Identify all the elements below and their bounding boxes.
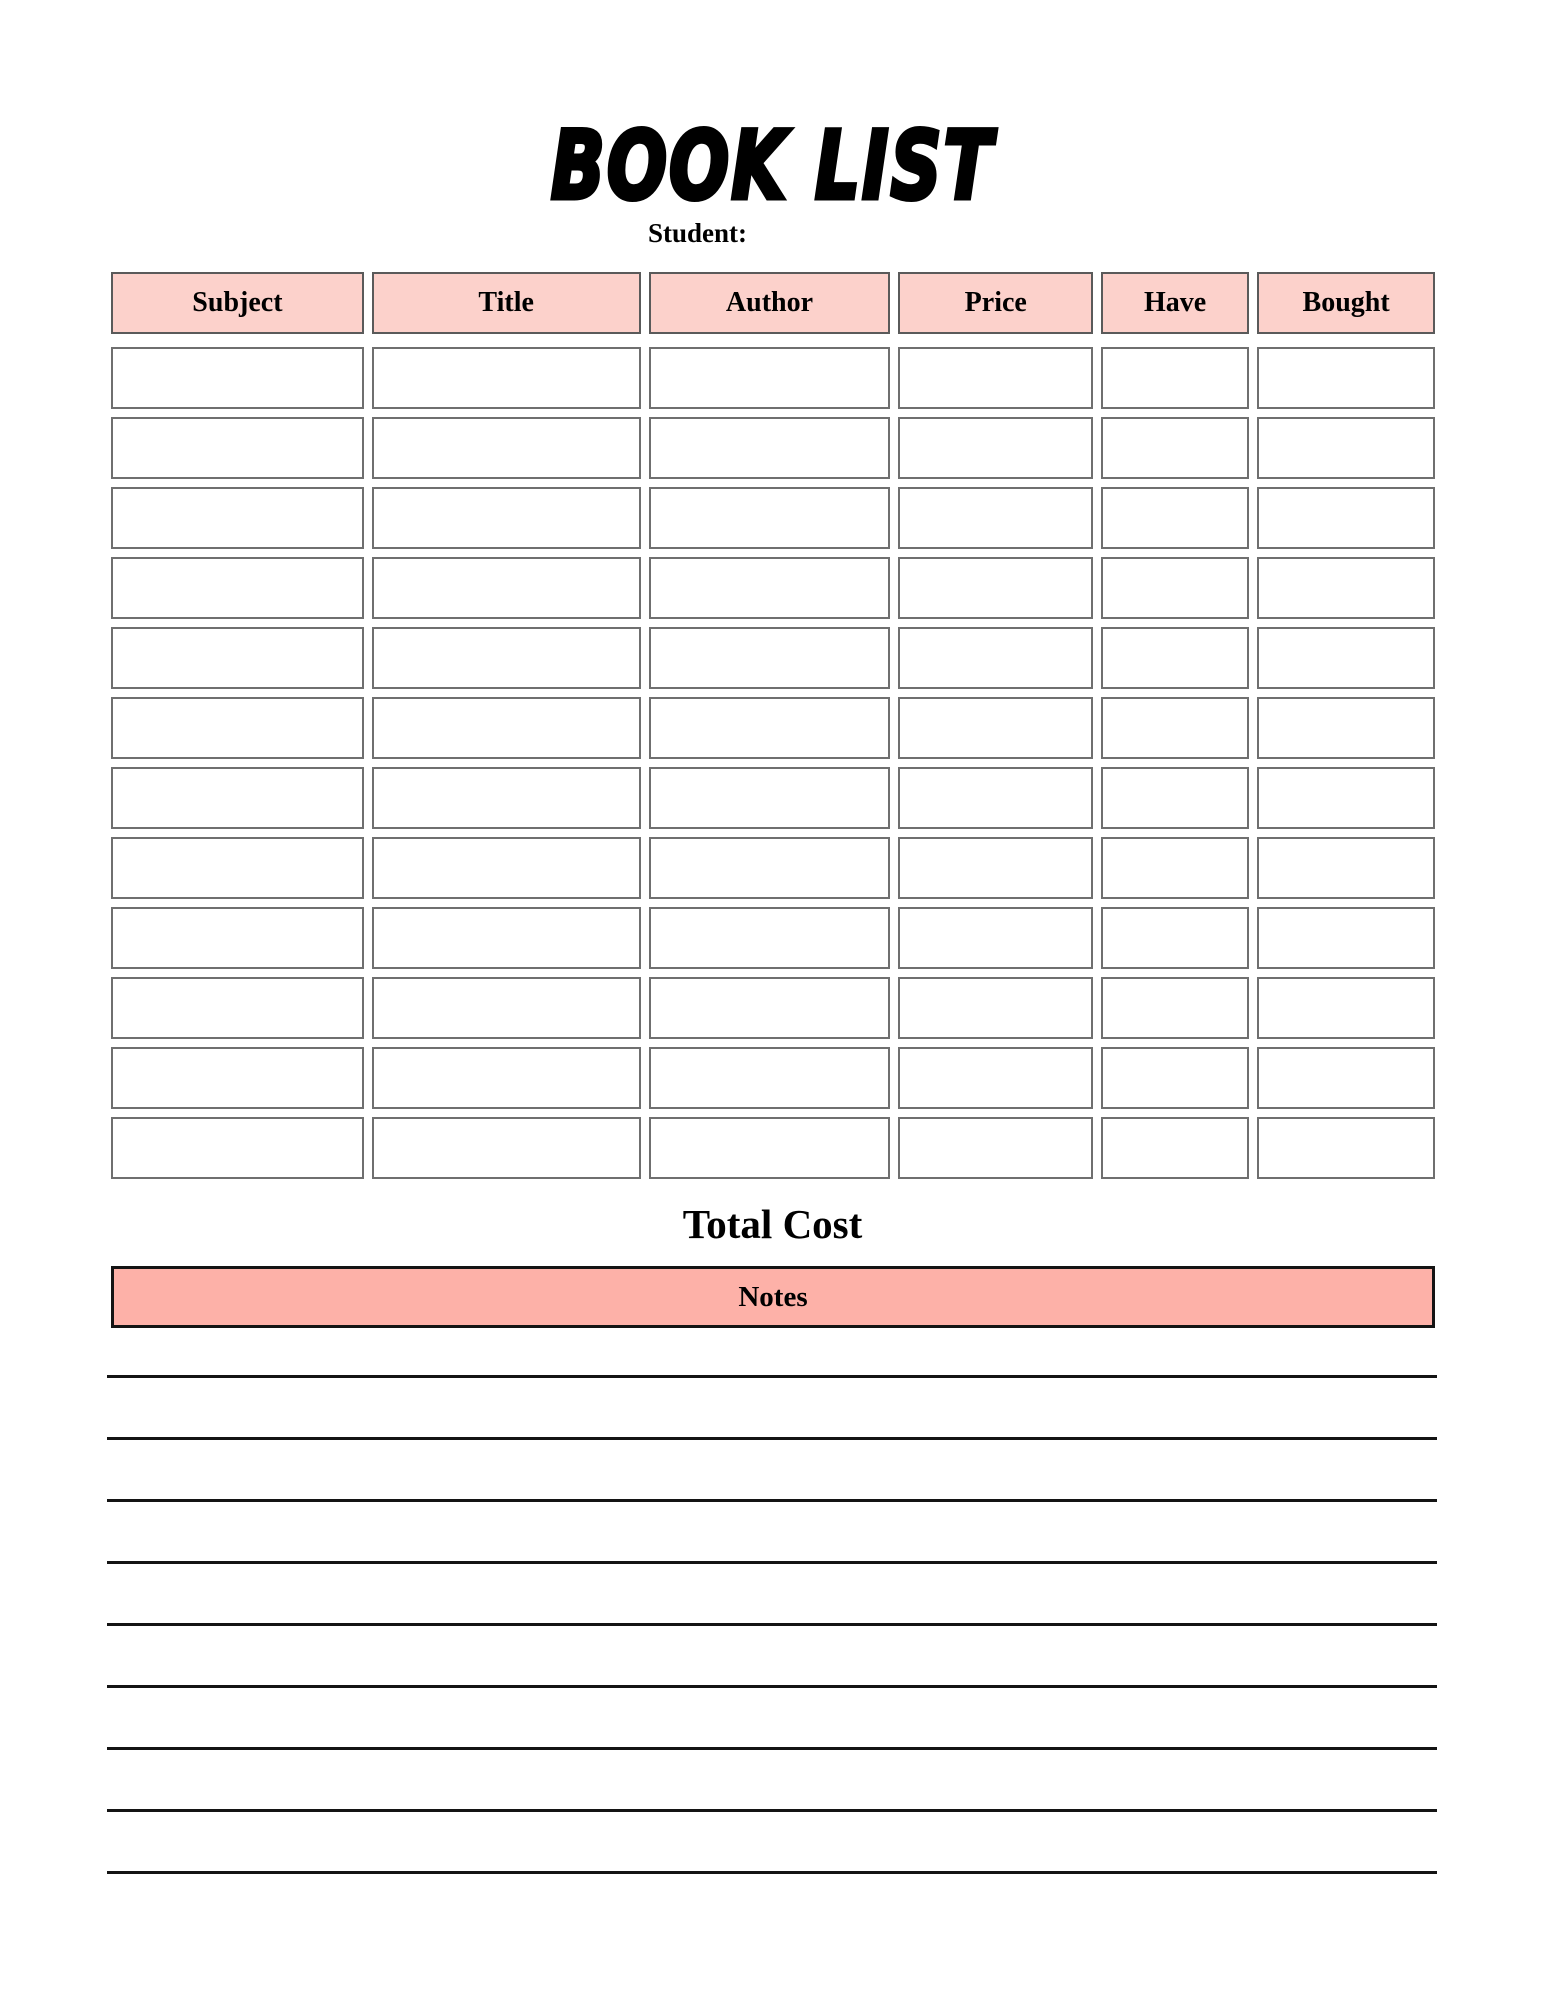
table-cell-title[interactable] — [372, 627, 641, 689]
table-cell-bought[interactable] — [1257, 697, 1435, 759]
table-cell-have[interactable] — [1101, 417, 1249, 479]
table-cell-price[interactable] — [898, 557, 1093, 619]
total-cost-heading: Total Cost — [682, 1201, 863, 1247]
table-cell-subject[interactable] — [111, 347, 364, 409]
table-cell-subject[interactable] — [111, 697, 364, 759]
table-cell-bought[interactable] — [1257, 977, 1435, 1039]
table-cell-have[interactable] — [1101, 697, 1249, 759]
table-cell-title[interactable] — [372, 487, 641, 549]
table-cell-subject[interactable] — [111, 1117, 364, 1179]
table-cell-price[interactable] — [898, 977, 1093, 1039]
table-cell-bought[interactable] — [1257, 347, 1435, 409]
column-header-have: Have — [1101, 272, 1249, 334]
column-header-subject: Subject — [111, 272, 364, 334]
table-cell-title[interactable] — [372, 977, 641, 1039]
table-cell-have[interactable] — [1101, 977, 1249, 1039]
table-cell-title[interactable] — [372, 697, 641, 759]
table-cell-title[interactable] — [372, 557, 641, 619]
page-title: BOOK LIST — [550, 112, 995, 221]
column-header-title: Title — [372, 272, 641, 334]
table-cell-subject[interactable] — [111, 1047, 364, 1109]
table-cell-author[interactable] — [649, 627, 891, 689]
note-line[interactable] — [107, 1747, 1437, 1750]
table-cell-author[interactable] — [649, 417, 891, 479]
note-line[interactable] — [107, 1623, 1437, 1626]
table-cell-author[interactable] — [649, 1047, 891, 1109]
table-cell-subject[interactable] — [111, 977, 364, 1039]
table-cell-have[interactable] — [1101, 1047, 1249, 1109]
table-cell-subject[interactable] — [111, 907, 364, 969]
note-line[interactable] — [107, 1375, 1437, 1378]
student-label: Student: — [647, 218, 748, 248]
table-cell-price[interactable] — [898, 1117, 1093, 1179]
table-cell-author[interactable] — [649, 557, 891, 619]
table-cell-bought[interactable] — [1257, 627, 1435, 689]
book-table-body — [111, 347, 1435, 1179]
table-cell-have[interactable] — [1101, 557, 1249, 619]
table-cell-bought[interactable] — [1257, 557, 1435, 619]
table-cell-price[interactable] — [898, 767, 1093, 829]
table-cell-title[interactable] — [372, 767, 641, 829]
table-cell-author[interactable] — [649, 1117, 891, 1179]
table-cell-subject[interactable] — [111, 767, 364, 829]
table-cell-price[interactable] — [898, 627, 1093, 689]
table-cell-have[interactable] — [1101, 487, 1249, 549]
table-cell-have[interactable] — [1101, 347, 1249, 409]
table-cell-title[interactable] — [372, 1117, 641, 1179]
table-cell-have[interactable] — [1101, 907, 1249, 969]
table-cell-have[interactable] — [1101, 837, 1249, 899]
table-cell-price[interactable] — [898, 487, 1093, 549]
table-cell-bought[interactable] — [1257, 417, 1435, 479]
table-cell-price[interactable] — [898, 907, 1093, 969]
table-cell-bought[interactable] — [1257, 1047, 1435, 1109]
table-cell-have[interactable] — [1101, 767, 1249, 829]
note-line[interactable] — [107, 1561, 1437, 1564]
table-cell-author[interactable] — [649, 907, 891, 969]
table-cell-bought[interactable] — [1257, 907, 1435, 969]
table-cell-title[interactable] — [372, 1047, 641, 1109]
table-cell-subject[interactable] — [111, 837, 364, 899]
column-header-author: Author — [649, 272, 891, 334]
table-cell-author[interactable] — [649, 837, 891, 899]
note-line[interactable] — [107, 1685, 1437, 1688]
column-header-bought: Bought — [1257, 272, 1435, 334]
table-cell-bought[interactable] — [1257, 767, 1435, 829]
table-cell-price[interactable] — [898, 417, 1093, 479]
note-line[interactable] — [107, 1809, 1437, 1812]
table-cell-title[interactable] — [372, 417, 641, 479]
table-cell-title[interactable] — [372, 837, 641, 899]
table-cell-subject[interactable] — [111, 557, 364, 619]
notes-header: Notes — [111, 1266, 1435, 1328]
table-header-row — [111, 272, 1435, 334]
table-cell-title[interactable] — [372, 347, 641, 409]
table-cell-price[interactable] — [898, 1047, 1093, 1109]
note-line[interactable] — [107, 1499, 1437, 1502]
table-cell-bought[interactable] — [1257, 1117, 1435, 1179]
table-cell-subject[interactable] — [111, 627, 364, 689]
table-cell-author[interactable] — [649, 697, 891, 759]
table-cell-author[interactable] — [649, 767, 891, 829]
notes-lines — [107, 1375, 1437, 1874]
table-cell-have[interactable] — [1101, 627, 1249, 689]
note-line[interactable] — [107, 1437, 1437, 1440]
table-cell-price[interactable] — [898, 347, 1093, 409]
column-header-price: Price — [898, 272, 1093, 334]
table-cell-price[interactable] — [898, 697, 1093, 759]
table-cell-price[interactable] — [898, 837, 1093, 899]
table-cell-author[interactable] — [649, 347, 891, 409]
table-cell-title[interactable] — [372, 907, 641, 969]
table-cell-bought[interactable] — [1257, 487, 1435, 549]
table-cell-author[interactable] — [649, 487, 891, 549]
table-cell-have[interactable] — [1101, 1117, 1249, 1179]
note-line[interactable] — [107, 1871, 1437, 1874]
table-cell-subject[interactable] — [111, 487, 364, 549]
table-cell-subject[interactable] — [111, 417, 364, 479]
table-cell-author[interactable] — [649, 977, 891, 1039]
table-cell-bought[interactable] — [1257, 837, 1435, 899]
